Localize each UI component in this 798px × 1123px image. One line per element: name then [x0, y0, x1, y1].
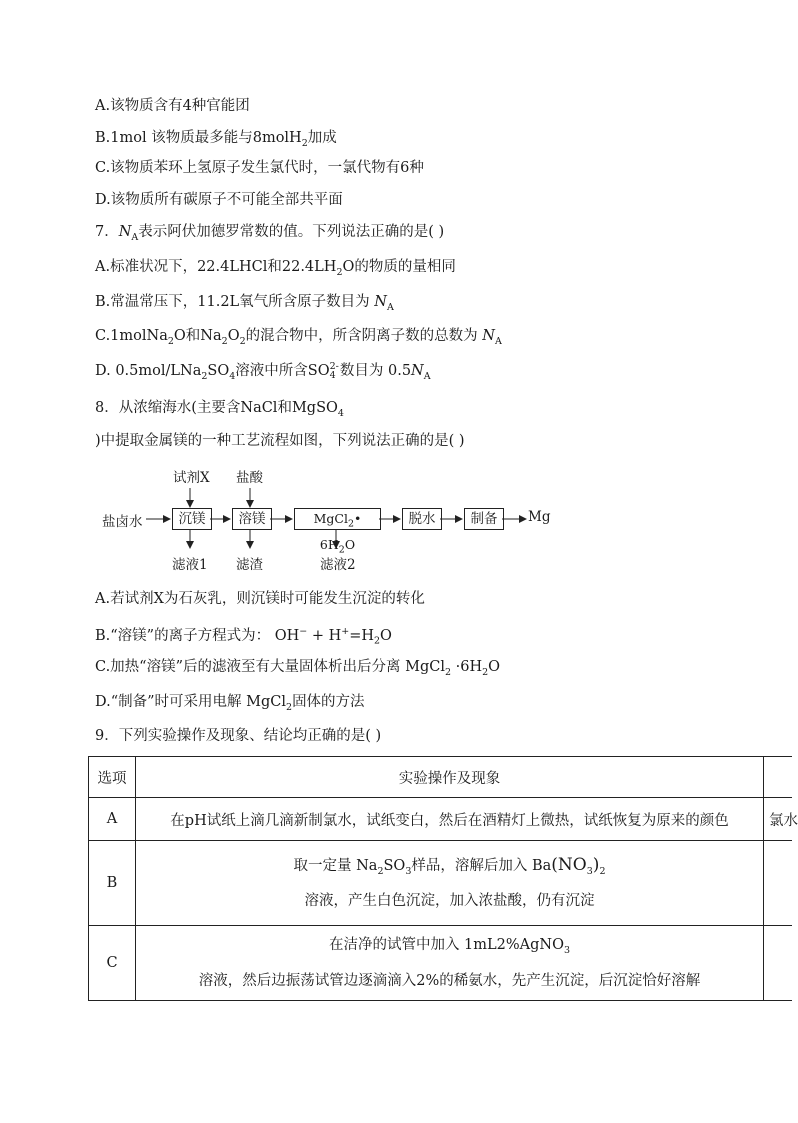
q8-b-eq4: O: [380, 627, 392, 644]
q8-stem-sub: 4: [337, 407, 344, 419]
header-option: 选项: [89, 757, 136, 798]
mgcl2-mid: • 6H: [319, 511, 362, 552]
row-b-operation: [136, 841, 764, 926]
mgcl2-text: MgCl: [313, 511, 348, 526]
q8-d-sub: 2: [286, 701, 293, 713]
q7-d-na: N: [411, 363, 424, 379]
q7-c-sub1: 2: [167, 335, 174, 347]
step-precipitate-mg: 沉镁: [172, 508, 212, 530]
q7-c-mid2: O: [227, 328, 240, 344]
row-c-label: C: [89, 926, 136, 1001]
q6-option-a: A.该物质含有4种官能团: [95, 98, 250, 114]
mgcl2-sub: 2: [347, 518, 355, 530]
step-mgcl2-hydrate: [294, 508, 381, 555]
q9-options-table: [88, 756, 798, 1001]
q7-d-sub: 4: [329, 370, 336, 381]
reagent-x-label: 试剂X: [173, 470, 210, 486]
q8-b-sub: 2: [374, 635, 381, 647]
q8-stem-line2: )中提取金属镁的一种工艺流程如图，下列说法正确的是( ): [95, 433, 465, 449]
step-dehydrate: 脱水: [402, 508, 442, 530]
q8-c-mid: ·6H: [451, 659, 483, 675]
row-c-l1-text: 在洁净的试管中加入 1mL2%AgNO: [328, 937, 564, 954]
row-c-l1-sub: 3: [564, 944, 571, 956]
q7-d-sub2: 4: [229, 370, 236, 382]
residue-label: 滤渣: [236, 557, 263, 573]
brine-label: 盐卤水: [102, 514, 143, 530]
row-b-l1-text: 取一定量 Na: [293, 857, 378, 874]
q7-option-c: [95, 326, 502, 352]
table-row-c: [89, 926, 793, 1001]
q8-c-sub2: 2: [482, 666, 489, 678]
row-a-conclusion-text: 氯水: [769, 812, 798, 829]
q7-stem-text: 表示阿伏加德罗常数的值。下列说法正确的是( ): [138, 224, 445, 240]
q7-option-d: [95, 361, 431, 387]
row-a-label: A: [89, 798, 136, 841]
q7-c-na: N: [482, 328, 495, 344]
hcl-label: 盐酸: [236, 470, 263, 486]
q8-c-tail: O: [488, 659, 501, 675]
table-row-a: [89, 798, 793, 841]
q8-b-eq2: + H: [307, 627, 342, 644]
q7-d-text: D. 0.5mol/LNa: [95, 363, 202, 379]
q7-d-mid1: SO: [207, 363, 230, 379]
q7-option-a: [95, 257, 456, 283]
row-b-line1: [136, 850, 763, 887]
q8-d-tail: 固体的方法: [292, 694, 365, 710]
header-operation: 实验操作及现象: [136, 757, 764, 798]
q8-b-eq3: =H: [349, 627, 374, 644]
mgcl2-sub2: 2: [338, 544, 345, 555]
product-mg: Mg: [528, 509, 551, 525]
process-flow-diagram: [96, 462, 556, 574]
filtrate2-label: 滤液2: [320, 557, 356, 573]
row-b-l1-mid: SO: [383, 857, 406, 874]
row-b-l1-sub1: 2: [377, 865, 384, 877]
q7-d-mid2: 溶液中所含SO: [235, 363, 330, 379]
q6-option-b: [95, 128, 337, 154]
q7-d-sub1: 2: [201, 370, 208, 382]
row-b-conclusion: [764, 841, 793, 926]
q7-d-na-sub: A: [423, 370, 431, 382]
q7-number: 7．: [95, 224, 119, 240]
q6-b-tail: 加成: [307, 130, 337, 146]
q6-option-c: C.该物质苯环上氢原子发生氯代时，一氯代物有6种: [95, 160, 424, 176]
q7-stem: [95, 222, 444, 248]
table-row-b: [89, 841, 793, 926]
q8-stem-text1: 8．从浓缩海水(主要含NaCl和MgSO: [95, 400, 338, 416]
q8-stem-line1: [95, 398, 344, 424]
header-conclusion: [764, 757, 793, 798]
q8-d-text: D.“制备”时可采用电解 MgCl: [95, 694, 287, 710]
row-b-l1-sub3: 3: [586, 865, 593, 877]
q7-b-na: N: [374, 294, 387, 310]
q8-option-b: [95, 622, 392, 652]
row-b-l1-sub2: 3: [405, 865, 412, 877]
q8-c-sub1: 2: [444, 666, 452, 678]
q8-b-sup2: +: [341, 626, 350, 637]
row-c-conclusion: [764, 926, 793, 1001]
filtrate1-label: 滤液1: [172, 557, 208, 573]
q7-d-sup: 2-: [329, 361, 339, 372]
q7-a-sub: 2: [336, 266, 343, 278]
table-header-row: [89, 757, 793, 798]
row-b-l1-mid2: 样品，溶解后加入 Ba: [411, 857, 552, 874]
row-c-operation: [136, 926, 764, 1001]
q7-c-text: C.1molNa: [95, 328, 168, 344]
q7-na-sub: A: [131, 231, 139, 243]
q8-b-text: B.“溶镁”的离子方程式为：: [95, 627, 271, 644]
q6-b-text: B.1mol 该物质最多能与8molH: [95, 130, 302, 146]
row-b-label: B: [89, 841, 136, 926]
row-c-line2: 溶液，然后边振荡试管边逐滴滴入2%的稀氨水，先产生沉淀，后沉淀恰好溶解: [198, 972, 701, 989]
q7-c-sub2: 2: [221, 335, 228, 347]
q7-c-sub3: 2: [239, 335, 246, 347]
q7-c-tail: 的混合物中，所含阴离子数的总数为: [245, 328, 478, 344]
q7-option-b: [95, 292, 394, 318]
row-b-l1-sub4: 2: [599, 865, 606, 877]
q8-option-d: [95, 692, 365, 718]
q8-option-c: [95, 657, 500, 683]
q8-b-eq1: OH: [274, 627, 300, 644]
q8-b-sup1: −: [299, 626, 308, 637]
row-c-line1: [136, 930, 763, 966]
q7-c-mid1: O和Na: [173, 328, 222, 344]
q7-a-text: A.标准状况下，22.4LHCl和22.4LH: [95, 259, 337, 275]
q7-a-tail: O的物质的量相同: [342, 259, 456, 275]
row-b-l1-paren: (NO: [551, 854, 587, 875]
row-b-line2: 溶液，产生白色沉淀，加入浓盐酸，仍有沉淀: [304, 893, 595, 910]
row-b-l1-close: ): [592, 854, 600, 875]
q7-b-text: B.常温常压下，11.2L氧气所含原子数目为: [95, 294, 370, 310]
row-a-operation: 在pH试纸上滴几滴新制氯水，试纸变白，然后在酒精灯上微热，试纸恢复为原来的颜色: [136, 798, 764, 841]
row-a-conclusion: [764, 798, 798, 841]
mgcl2-end: O: [344, 536, 356, 552]
q8-c-text: C.加热“溶镁”后的滤液至有大量固体析出后分离 MgCl: [95, 659, 445, 675]
q6-b-sub: 2: [301, 137, 308, 149]
q9-stem: 9．下列实验操作及现象、结论均正确的是( ): [95, 728, 382, 744]
step-dissolve-mg: 溶镁: [232, 508, 272, 530]
q7-c-na-sub: A: [494, 335, 502, 347]
q8-option-a: A.若试剂X为石灰乳，则沉镁时可能发生沉淀的转化: [95, 591, 425, 607]
q7-na-symbol: N: [118, 224, 132, 240]
step-prepare: 制备: [464, 508, 504, 530]
q6-option-d: D.该物质所有碳原子不可能全部共平面: [95, 192, 343, 208]
q7-d-mid3: 数目为 0.5: [339, 363, 412, 379]
q7-b-na-sub: A: [386, 301, 394, 313]
